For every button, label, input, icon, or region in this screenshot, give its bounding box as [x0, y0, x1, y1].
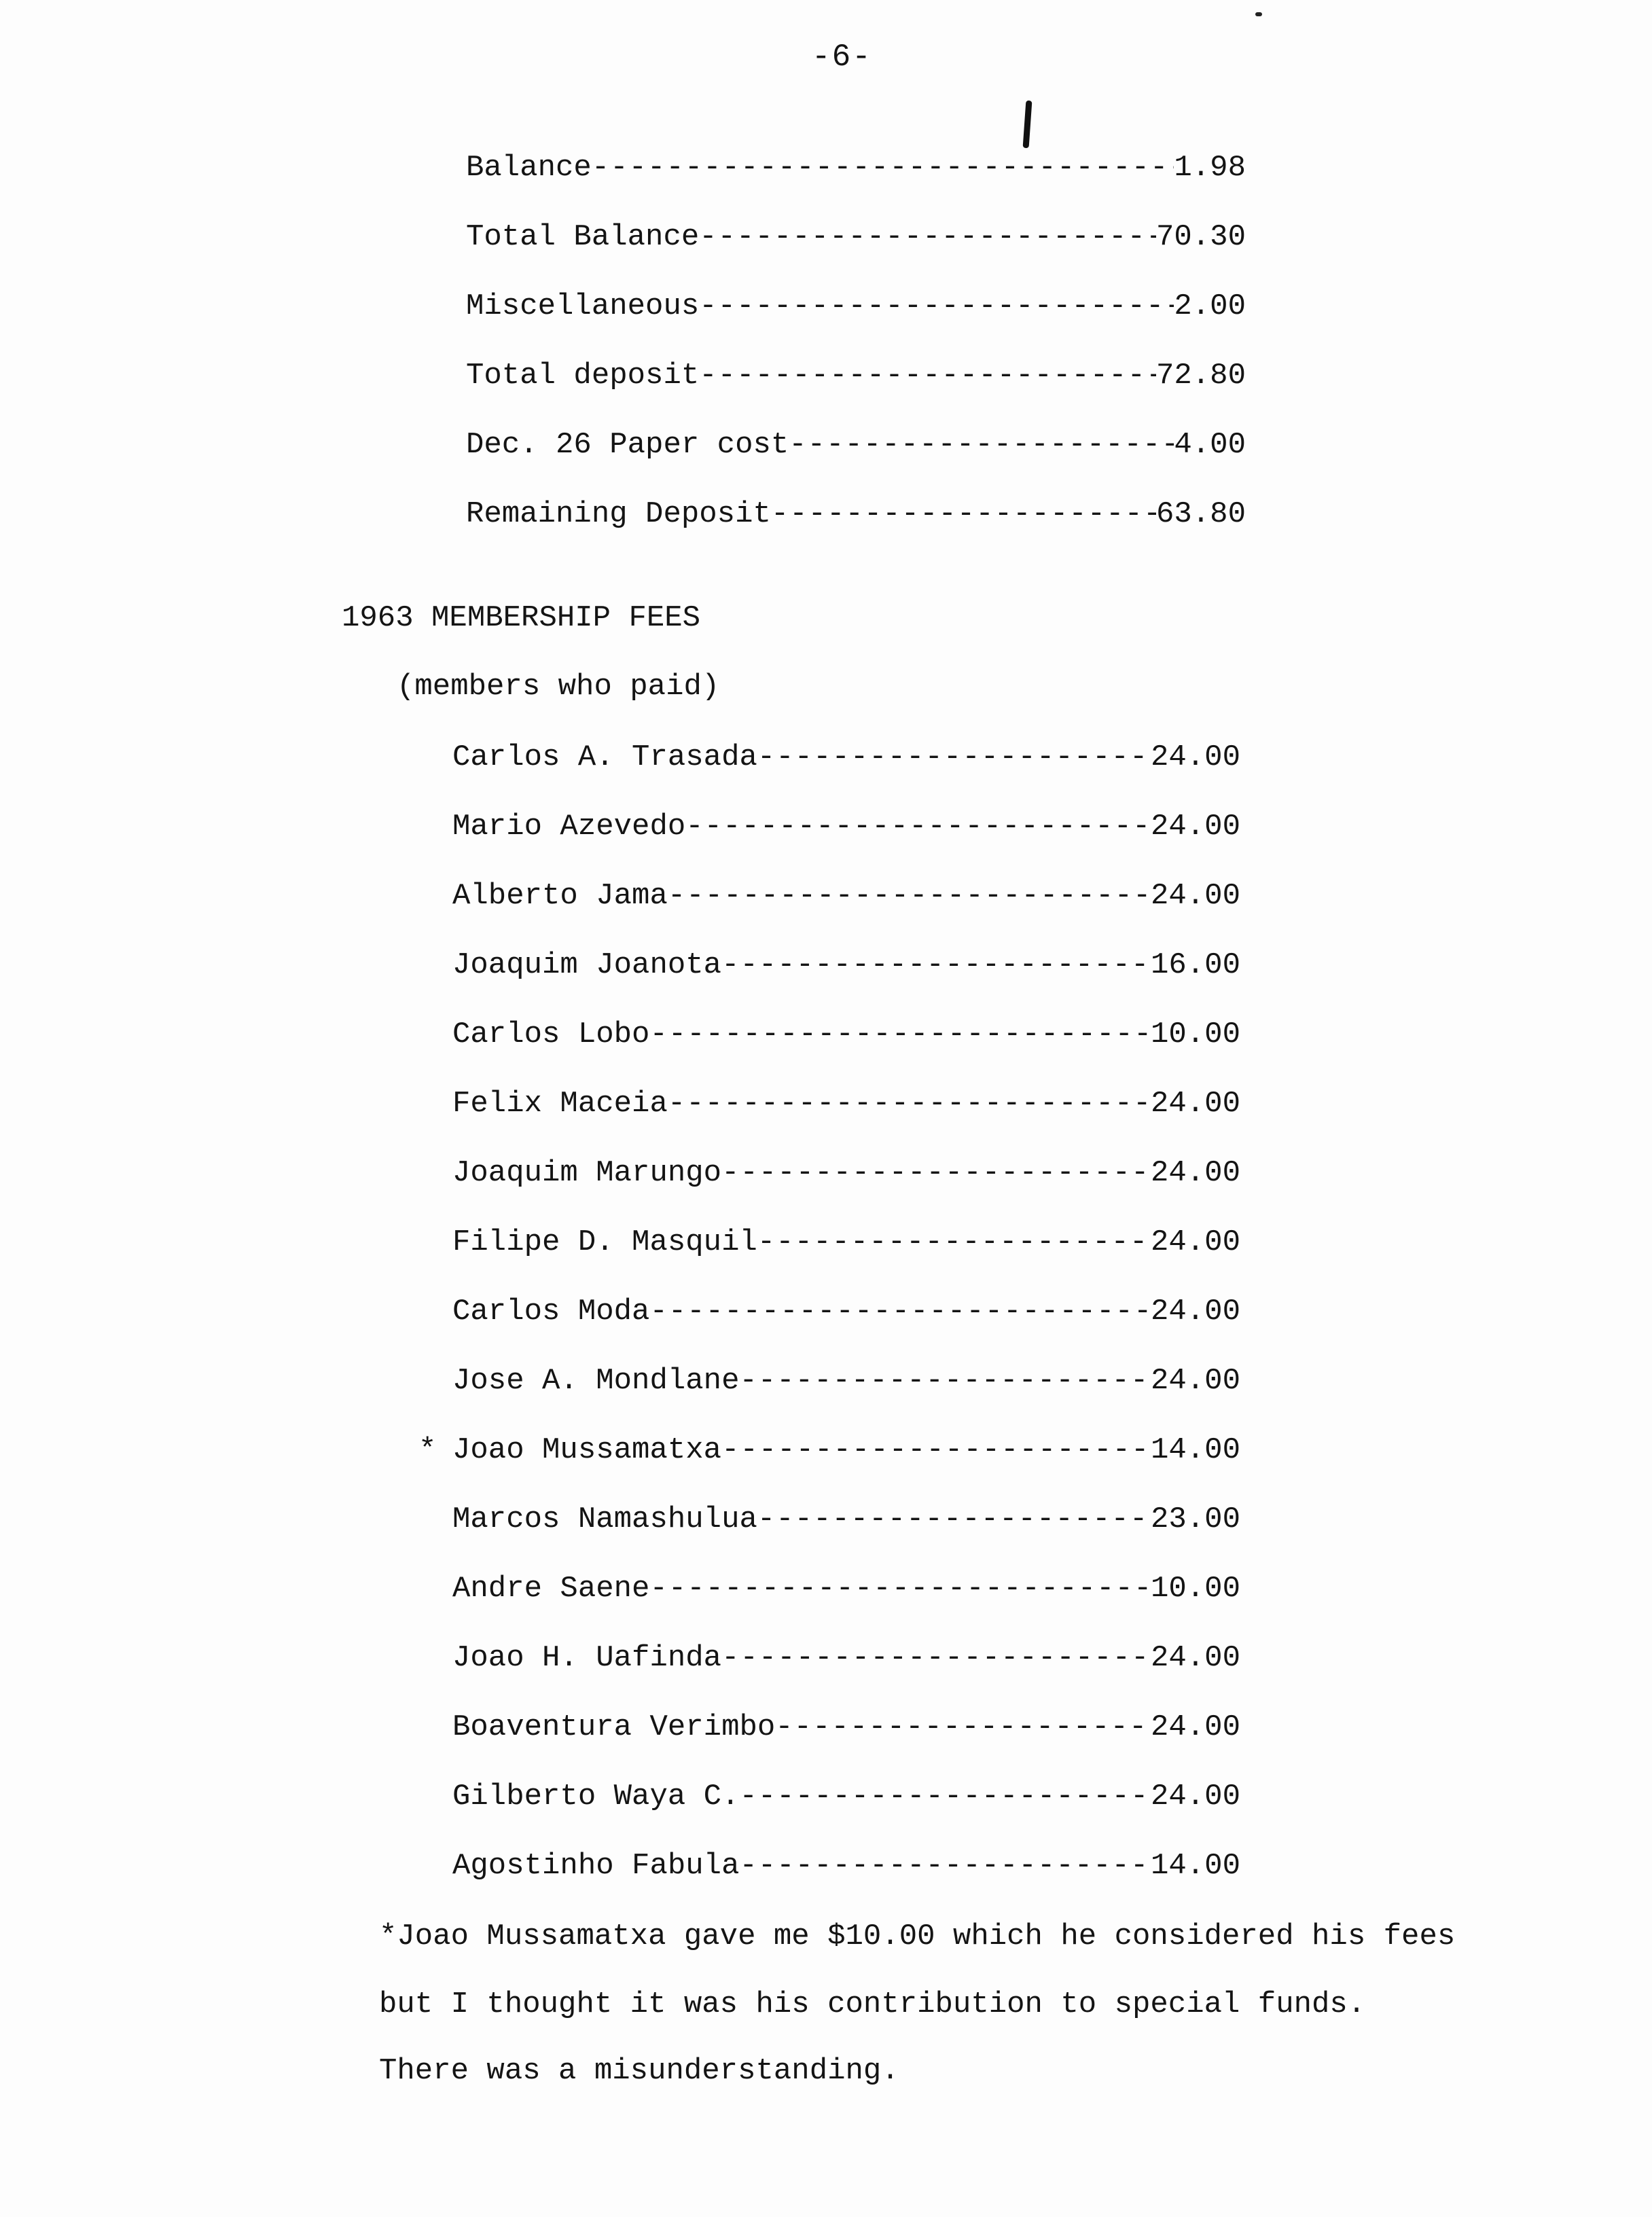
member-row — [452, 948, 1240, 982]
balance-amount: 70.30 — [1155, 220, 1246, 254]
member-amount: 24.00 — [1150, 1087, 1240, 1121]
member-row — [452, 879, 1240, 913]
section-subheading: (members who paid) — [397, 670, 720, 704]
footnote-line: *Joao Mussamatxa gave me $10.00 which he considered his fees — [379, 1919, 1456, 1953]
member-amount: 10.00 — [1150, 1572, 1240, 1606]
member-name: Marcos Namashulua — [452, 1502, 757, 1536]
section-heading: 1963 MEMBERSHIP FEES — [342, 601, 701, 635]
footnote-line: There was a misunderstanding. — [379, 2054, 899, 2088]
dot-leader — [649, 1295, 1151, 1329]
page-number: -6- — [812, 39, 872, 75]
member-amount: 24.00 — [1150, 1710, 1240, 1744]
balance-amount: 2.00 — [1174, 289, 1246, 323]
dot-leader — [789, 428, 1174, 462]
balance-amount: 63.80 — [1155, 497, 1246, 531]
member-amount: 14.00 — [1150, 1849, 1240, 1883]
dot-leader — [757, 1502, 1151, 1536]
balance-amount: 72.80 — [1155, 359, 1246, 393]
member-amount: 24.00 — [1150, 1364, 1240, 1398]
dot-leader — [721, 1641, 1151, 1675]
footnote-marker: * — [418, 1433, 437, 1467]
dot-leader — [721, 1433, 1151, 1467]
member-row — [452, 1433, 1240, 1467]
member-row — [452, 1017, 1240, 1051]
total-balance-row — [466, 220, 1246, 254]
member-row — [452, 1364, 1240, 1398]
member-row — [452, 1641, 1240, 1675]
dot-leader — [699, 289, 1174, 323]
balance-amount: 1.98 — [1174, 151, 1246, 185]
member-name: Andre Saene — [452, 1572, 650, 1606]
dot-leader — [699, 220, 1156, 254]
footnote-line: but I thought it was his contribution to special funds. — [379, 1987, 1366, 2021]
paper-cost-row — [466, 428, 1246, 462]
member-row — [452, 810, 1240, 844]
member-row — [452, 1295, 1240, 1329]
member-name: Joao Mussamatxa — [452, 1433, 722, 1467]
member-row — [452, 1087, 1240, 1121]
member-amount: 24.00 — [1150, 1641, 1240, 1675]
balance-label: Total deposit — [466, 359, 700, 393]
member-row — [452, 740, 1240, 774]
ink-speck — [1255, 12, 1262, 16]
member-amount: 24.00 — [1150, 740, 1240, 774]
dot-leader — [685, 810, 1151, 844]
dot-leader — [771, 497, 1156, 531]
member-name: Agostinho Fabula — [452, 1849, 740, 1883]
member-name: Gilberto Waya C. — [452, 1780, 740, 1814]
member-name: Mario Azevedo — [452, 810, 686, 844]
dot-leader — [739, 1849, 1151, 1883]
balance-label: Miscellaneous — [466, 289, 700, 323]
dot-leader — [775, 1710, 1151, 1744]
member-name: Filipe D. Masquil — [452, 1225, 757, 1259]
member-name: Joaquim Joanota — [452, 948, 722, 982]
member-amount: 24.00 — [1150, 810, 1240, 844]
member-name: Felix Maceia — [452, 1087, 668, 1121]
member-name: Jose A. Mondlane — [452, 1364, 740, 1398]
member-amount: 24.00 — [1150, 1225, 1240, 1259]
remaining-deposit-row — [466, 497, 1246, 531]
member-amount: 23.00 — [1150, 1502, 1240, 1536]
member-row — [452, 1502, 1240, 1536]
dot-leader — [668, 1087, 1151, 1121]
member-name: Joaquim Marungo — [452, 1156, 722, 1190]
balance-label: Remaining Deposit — [466, 497, 771, 531]
member-name: Joao H. Uafinda — [452, 1641, 722, 1675]
member-row — [452, 1156, 1240, 1190]
miscellaneous-row — [466, 289, 1246, 323]
pen-mark — [1023, 101, 1032, 148]
member-name: Carlos Moda — [452, 1295, 650, 1329]
dot-leader — [739, 1780, 1151, 1814]
member-amount: 24.00 — [1150, 1295, 1240, 1329]
member-name: Boaventura Verimbo — [452, 1710, 776, 1744]
dot-leader — [668, 879, 1151, 913]
member-row — [452, 1225, 1240, 1259]
balance-amount: 4.00 — [1174, 428, 1246, 462]
dot-leader — [757, 740, 1151, 774]
dot-leader — [739, 1364, 1151, 1398]
total-deposit-row — [466, 359, 1246, 393]
dot-leader — [721, 948, 1151, 982]
member-row — [452, 1849, 1240, 1883]
member-amount: 24.00 — [1150, 1780, 1240, 1814]
member-name: Alberto Jama — [452, 879, 668, 913]
balance-label: Balance — [466, 151, 592, 185]
balance-label: Total Balance — [466, 220, 700, 254]
member-row — [452, 1572, 1240, 1606]
member-amount: 10.00 — [1150, 1017, 1240, 1051]
member-row — [452, 1780, 1240, 1814]
member-amount: 14.00 — [1150, 1433, 1240, 1467]
member-row — [452, 1710, 1240, 1744]
balance-label: Dec. 26 Paper cost — [466, 428, 789, 462]
dot-leader — [757, 1225, 1151, 1259]
member-name: Carlos A. Trasada — [452, 740, 757, 774]
member-amount: 24.00 — [1150, 1156, 1240, 1190]
dot-leader — [649, 1017, 1151, 1051]
dot-leader — [592, 151, 1174, 185]
balance-row — [466, 151, 1246, 185]
member-amount: 16.00 — [1150, 948, 1240, 982]
dot-leader — [721, 1156, 1151, 1190]
dot-leader — [699, 359, 1156, 393]
dot-leader — [649, 1572, 1151, 1606]
member-name: Carlos Lobo — [452, 1017, 650, 1051]
member-amount: 24.00 — [1150, 879, 1240, 913]
